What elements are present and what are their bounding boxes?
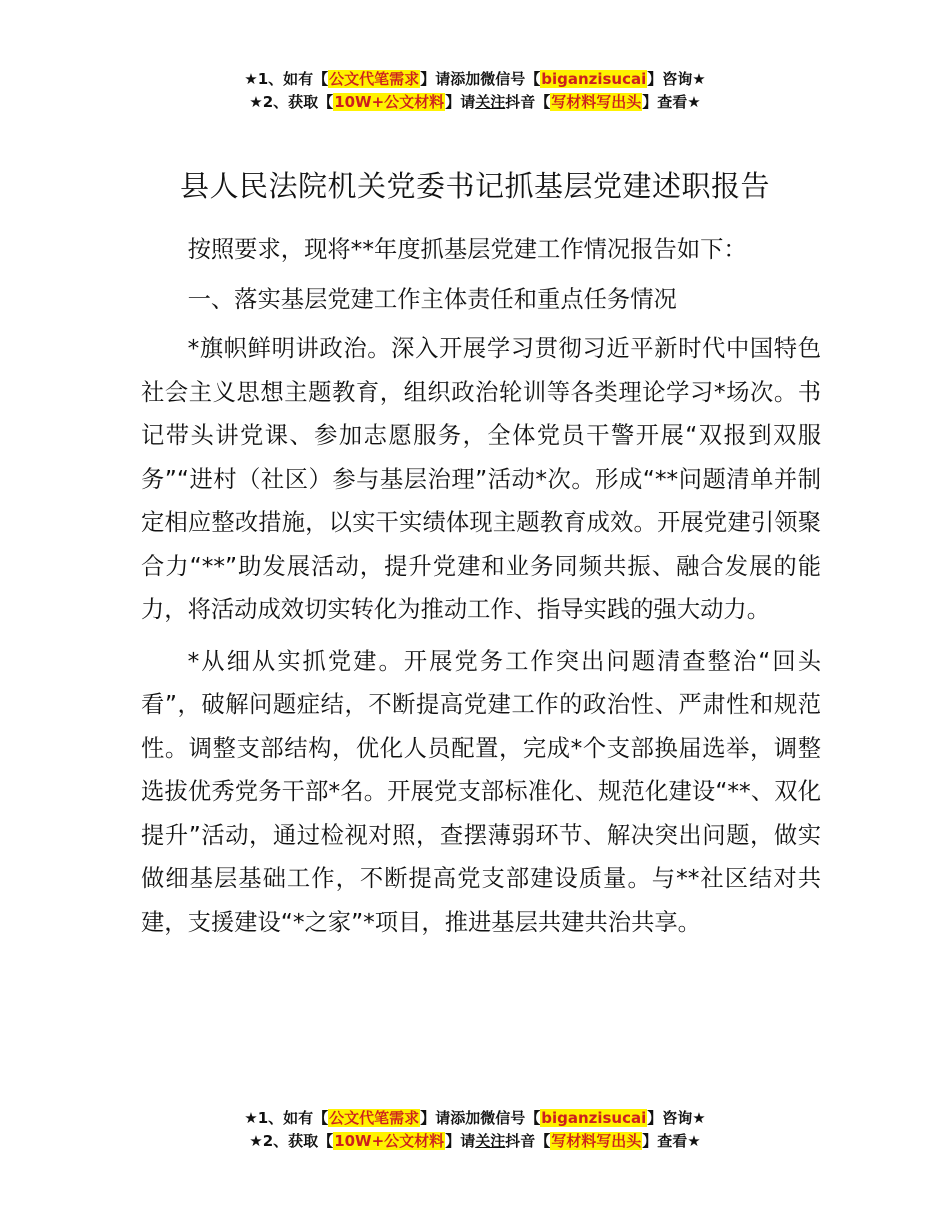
highlight-service: 公文代笔需求 [329, 1109, 420, 1127]
underlined-follow: 关注 [475, 1132, 506, 1150]
banner-text: 】查看★ [642, 1132, 701, 1150]
promo-banner-bottom [0, 1107, 950, 1153]
section-heading: 一、落实基层党建工作主体责任和重点任务情况 [187, 285, 677, 313]
promo-banner-top [0, 68, 950, 114]
banner-line-1 [0, 1107, 950, 1130]
document-body [141, 228, 821, 944]
banner-text: 】请 [445, 1132, 476, 1150]
banner-text: 】请添加微信号【 [420, 1109, 541, 1127]
banner-text: ★2、获取【 [249, 93, 334, 111]
highlight-materials: 10W+公文材料 [334, 93, 445, 111]
body-paragraph-1: *旗帜鲜明讲政治。深入开展学习贯彻习近平新时代中国特色社会主义思想主题教育，组织政治轮训等各类理论学习*场次。书记带头讲党课、参加志愿服务，全体党员干警开展“双报到双服务”“进村（社区）参与基层治理”活动*次。形成“**问题清单并制定相应整改措施，以实干实绩体现主题教育成效。开展党建引领聚合力“**”助发展活动，提升党建和业务同频共振、融合发展的能力，将活动成效切实转化为推动工作、指导实践的强大动力。 [141, 335, 821, 623]
highlight-materials: 10W+公文材料 [334, 1132, 445, 1150]
banner-text: ★1、如有【 [244, 70, 329, 88]
banner-line-1 [0, 68, 950, 91]
highlight-douyin-account: 写材料写出头 [551, 93, 642, 111]
highlight-douyin-account: 写材料写出头 [551, 1132, 642, 1150]
banner-text: 】请添加微信号【 [420, 70, 541, 88]
banner-text: ★1、如有【 [244, 1109, 329, 1127]
document-title: 县人民法院机关党委书记抓基层党建述职报告 [179, 169, 770, 203]
banner-text: 】咨询★ [647, 1109, 706, 1127]
highlight-wechat-id: biganzisucai [541, 1109, 647, 1127]
banner-text: 抖音【 [505, 93, 551, 111]
banner-text: 】查看★ [642, 93, 701, 111]
highlight-wechat-id: biganzisucai [541, 70, 647, 88]
banner-text: 】咨询★ [647, 70, 706, 88]
banner-line-2 [0, 91, 950, 114]
intro-paragraph: 按照要求，现将**年度抓基层党建工作情况报告如下： [187, 236, 747, 263]
banner-text: 】请 [445, 93, 476, 111]
underlined-follow: 关注 [475, 93, 506, 111]
banner-line-2 [0, 1130, 950, 1153]
highlight-service: 公文代笔需求 [329, 70, 420, 88]
body-paragraph-2: *从细从实抓党建。开展党务工作突出问题清查整治“回头看”，破解问题症结，不断提高党建工作的政治性、严肃性和规范性。调整支部结构，优化人员配置，完成*个支部换届选举，调整选拔优秀党务干部*名。开展党支部标准化、规范化建设“**、双化提升”活动，通过检视对照，查摆薄弱环节、解决突出问题，做实做细基层基础工作，不断提高党支部建设质量。与**社区结对共建，支援建设“*之家”*项目，推进基层共建共治共享。 [141, 647, 821, 936]
banner-text: ★2、获取【 [249, 1132, 334, 1150]
banner-text: 抖音【 [505, 1132, 551, 1150]
